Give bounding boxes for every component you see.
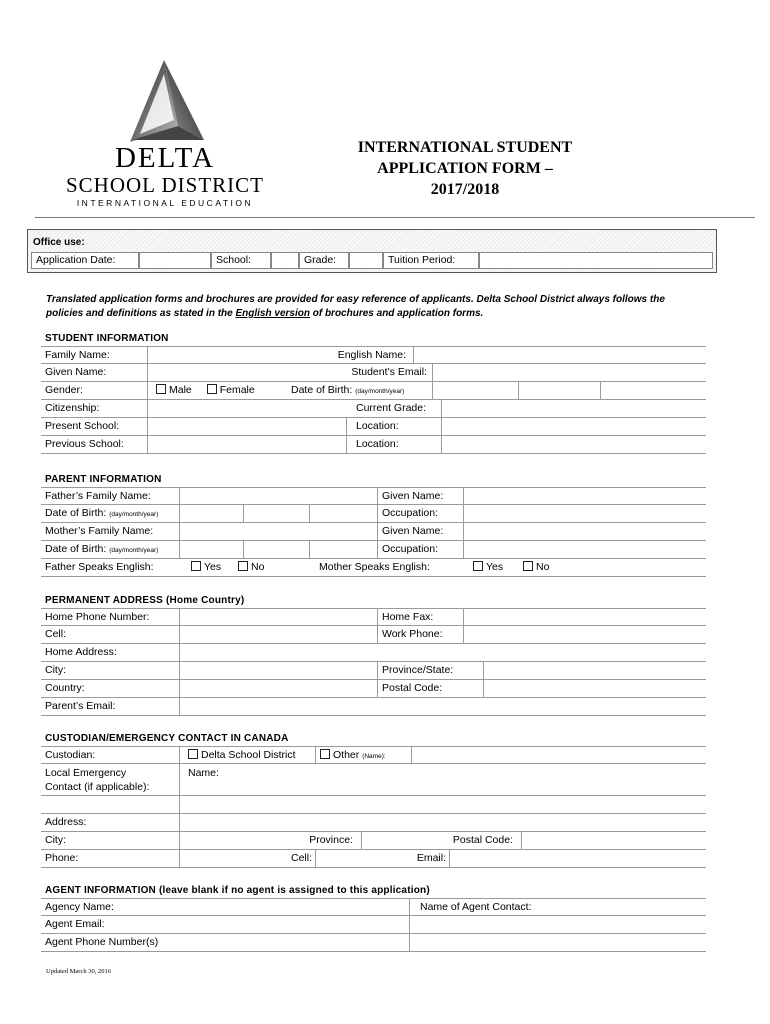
postal-code-label: Postal Code: [377, 680, 481, 697]
checkbox-female[interactable] [207, 384, 255, 396]
mothers-family-name-label: Mother’s Family Name: [45, 525, 154, 537]
dob-text: Date of Birth: [45, 543, 107, 555]
present-school-label: Present School: [45, 420, 120, 432]
form-row [41, 934, 706, 952]
form-row [41, 916, 706, 934]
form-row [41, 505, 706, 523]
father-yes-checkbox[interactable] [187, 559, 231, 576]
header-divider [35, 217, 755, 218]
dob-month-field[interactable] [518, 382, 600, 399]
country-label: Country: [45, 682, 85, 694]
previous-school-field[interactable] [147, 436, 347, 453]
phone-field[interactable] [179, 850, 275, 867]
province-state-field[interactable] [483, 662, 706, 679]
dob-year-field[interactable] [600, 382, 706, 399]
work-phone-label: Work Phone: [377, 626, 461, 643]
yes-label: Yes [204, 561, 222, 573]
form-row [41, 796, 706, 814]
dob-hint: (day/month/year) [355, 388, 405, 395]
application-date-label: Application Date: [31, 252, 139, 269]
delta-triangle-icon [128, 60, 204, 142]
grade-field[interactable] [349, 252, 383, 269]
form-row [41, 608, 706, 626]
dob-text: Date of Birth: [45, 507, 107, 519]
family-name-field[interactable] [147, 347, 321, 363]
section-heading: AGENT INFORMATION (leave blank if no agent is assigned to this application) [45, 885, 430, 896]
section-heading: CUSTODIAN/EMERGENCY CONTACT IN CANADA [45, 733, 289, 744]
parent-information-section [41, 473, 706, 577]
fathers-dob-day-field[interactable] [179, 505, 243, 522]
given-name-label: Given Name: [45, 366, 107, 378]
students-email-label: Student’s Email: [351, 366, 427, 378]
occupation-label: Occupation: [377, 505, 461, 522]
checkbox-icon [523, 561, 533, 571]
city-field[interactable] [179, 662, 377, 679]
mothers-occupation-field[interactable] [463, 541, 706, 558]
no-label: No [251, 561, 265, 573]
label-line: Contact (if applicable): [45, 781, 150, 793]
mothers-family-name-field[interactable] [179, 523, 377, 540]
students-email-field[interactable] [432, 364, 706, 381]
citizenship-label: Citizenship: [45, 402, 100, 414]
parents-email-field[interactable] [179, 698, 706, 715]
mother-no-checkbox[interactable] [519, 559, 559, 576]
home-phone-field[interactable] [179, 609, 377, 625]
checkbox-icon [320, 749, 330, 759]
checkbox-icon [238, 561, 248, 571]
address-field[interactable] [179, 814, 706, 831]
fathers-family-name-field[interactable] [179, 488, 377, 504]
form-row [41, 662, 706, 680]
father-no-checkbox[interactable] [234, 559, 274, 576]
given-name-label: Given Name: [377, 488, 461, 504]
office-use-row [31, 252, 713, 269]
custodian-section [41, 732, 706, 868]
dob-day-field[interactable] [432, 382, 518, 399]
location-label: Location: [356, 420, 399, 432]
agent-phone-extra-field[interactable] [409, 934, 702, 951]
title-line: 2017/2018 [430, 181, 500, 198]
checkbox-icon [207, 384, 217, 394]
mother-speaks-english-label: Mother Speaks English: [319, 561, 430, 573]
yes-label: Yes [486, 561, 504, 573]
mothers-dob-month-field[interactable] [243, 541, 309, 558]
mother-yes-checkbox[interactable] [469, 559, 513, 576]
agency-name-field[interactable] [41, 899, 407, 915]
form-row [41, 382, 706, 400]
form-row [41, 698, 706, 716]
male-label: Male [169, 384, 192, 396]
agency-name-label: Agency Name: [45, 901, 114, 913]
other-checkbox[interactable] [315, 747, 411, 763]
permanent-address-section [41, 594, 706, 716]
form-title [330, 137, 600, 200]
section-heading: PERMANENT ADDRESS (Home Country) [45, 595, 245, 606]
form-row [41, 418, 706, 436]
home-phone-label: Home Phone Number: [45, 611, 150, 623]
agent-phone-field[interactable] [41, 934, 407, 951]
checkbox-male[interactable] [156, 384, 192, 396]
mothers-given-name-field[interactable] [463, 523, 706, 540]
logo-tagline: INTERNATIONAL EDUCATION [76, 198, 254, 208]
intro-note [46, 293, 696, 321]
father-speaks-english-label: Father Speaks English: [45, 561, 154, 573]
parents-email-label: Parent’s Email: [45, 700, 116, 712]
logo-subtitle: SCHOOL DISTRICT [66, 173, 264, 197]
current-grade-label: Current Grade: [356, 402, 427, 414]
section-heading: STUDENT INFORMATION [45, 333, 169, 344]
country-field[interactable] [179, 680, 377, 697]
cell-field[interactable] [179, 626, 377, 643]
agent-contact-label: Name of Agent Contact: [420, 901, 532, 913]
checkbox-icon [191, 561, 201, 571]
mothers-dob-day-field[interactable] [179, 541, 243, 558]
application-date-field[interactable] [139, 252, 211, 269]
home-fax-field[interactable] [463, 609, 706, 625]
form-row [41, 541, 706, 559]
occupation-label: Occupation: [377, 541, 461, 558]
other-name-field[interactable] [411, 747, 706, 763]
current-grade-field[interactable] [441, 400, 706, 417]
home-fax-label: Home Fax: [377, 609, 461, 625]
email-label: Email: [416, 852, 446, 864]
fathers-dob-label [41, 505, 179, 522]
english-version-link[interactable]: English version [235, 308, 310, 319]
form-row [41, 523, 706, 541]
form-row [41, 346, 706, 364]
location-field[interactable] [441, 418, 706, 435]
fathers-dob-month-field[interactable] [243, 505, 309, 522]
province-label: Province: [309, 834, 353, 846]
school-label: School: [211, 252, 271, 269]
no-label: No [536, 561, 550, 573]
title-line: APPLICATION FORM – [377, 160, 553, 177]
section-heading: PARENT INFORMATION [45, 474, 162, 485]
fathers-given-name-field[interactable] [463, 488, 706, 504]
agent-email-label: Agent Email: [45, 918, 105, 930]
dob-hint: (day/month/year) [109, 547, 159, 554]
form-row [41, 746, 706, 764]
work-phone-field[interactable] [463, 626, 706, 643]
home-address-field[interactable] [179, 644, 706, 661]
city-label: City: [45, 834, 66, 846]
office-use-label: Office use: [33, 237, 85, 248]
form-row [41, 644, 706, 662]
form-row [41, 680, 706, 698]
other-hint: (Name): [362, 753, 386, 760]
mothers-dob-label [41, 541, 179, 558]
form-row [41, 487, 706, 505]
postal-code-field[interactable] [483, 680, 706, 697]
form-row [41, 764, 706, 796]
local-emergency-label [41, 764, 179, 795]
address-label: Address: [45, 816, 87, 828]
dob-text: Date of Birth: [291, 384, 353, 396]
province-state-label: Province/State: [377, 662, 481, 679]
cell-label: Cell: [45, 628, 67, 640]
checkbox-icon [473, 561, 483, 571]
female-label: Female [219, 384, 255, 396]
city-field[interactable] [179, 832, 291, 849]
present-school-field[interactable] [147, 418, 347, 435]
intro-text-end: of brochures and application forms. [309, 308, 484, 319]
agent-phone-label: Agent Phone Number(s) [45, 936, 159, 948]
delta-checkbox[interactable] [179, 747, 315, 763]
blank-label [41, 796, 179, 813]
dob-label [287, 382, 427, 399]
emergency-name-field[interactable] [179, 764, 706, 795]
family-name-label: Family Name: [45, 349, 110, 361]
agent-contact-field[interactable] [409, 899, 702, 915]
given-name-field[interactable] [147, 364, 347, 381]
updated-note: Updated March 30, 2016 [46, 968, 111, 975]
custodian-label: Custodian: [45, 749, 96, 761]
checkbox-icon [188, 749, 198, 759]
email-field[interactable] [449, 850, 706, 867]
emergency-extra-field[interactable] [179, 796, 706, 813]
intro-text: Translated application forms and brochures are provided for easy reference of applicants. Delta School District always follows the policies and definitions as stated in the [46, 294, 665, 319]
form-row [41, 832, 706, 850]
city-label: City: [45, 664, 66, 676]
form-row [41, 898, 706, 916]
other-label: Other [333, 749, 360, 761]
grade-label: Grade: [299, 252, 349, 269]
agent-information-section [41, 884, 706, 952]
cell-field[interactable] [315, 850, 401, 867]
student-information-section [41, 332, 706, 454]
form-row [41, 850, 706, 868]
dob-hint: (day/month/year) [109, 511, 159, 518]
tuition-period-field[interactable] [479, 252, 713, 269]
form-row [41, 626, 706, 644]
form-row [41, 364, 706, 382]
home-address-label: Home Address: [45, 646, 117, 658]
name-label: Name: [188, 767, 219, 779]
postal-code-label: Postal Code: [452, 834, 513, 846]
gender-label: Gender: [45, 384, 83, 396]
mothers-dob-year-field[interactable] [309, 541, 377, 558]
phone-label: Phone: [45, 852, 79, 864]
tuition-period-label: Tuition Period: [383, 252, 479, 269]
cell-label: Cell: [290, 852, 312, 864]
office-use-box [27, 229, 717, 273]
form-row [41, 559, 706, 577]
english-name-field[interactable] [413, 347, 706, 363]
form-row [41, 436, 706, 454]
label-line: Local Emergency [45, 767, 127, 779]
school-field[interactable] [271, 252, 299, 269]
fathers-family-name-label: Father’s Family Name: [45, 490, 151, 502]
fathers-dob-year-field[interactable] [309, 505, 377, 522]
previous-school-label: Previous School: [45, 438, 124, 450]
district-logo [50, 56, 280, 208]
citizenship-field[interactable] [147, 400, 347, 417]
given-name-label: Given Name: [377, 523, 461, 540]
agent-email-field[interactable] [41, 916, 407, 933]
form-row [41, 814, 706, 832]
title-line: INTERNATIONAL STUDENT [357, 139, 573, 156]
logo-wordmark: DELTA [114, 142, 216, 174]
postal-code-field[interactable] [521, 832, 706, 849]
delta-label: Delta School District [201, 749, 296, 761]
location-label: Location: [356, 438, 399, 450]
form-row [41, 400, 706, 418]
english-name-label: English Name: [337, 349, 406, 361]
gender-options [147, 382, 283, 399]
checkbox-icon [156, 384, 166, 394]
fathers-occupation-field[interactable] [463, 505, 706, 522]
location-field[interactable] [441, 436, 706, 453]
province-field[interactable] [361, 832, 437, 849]
agent-email-extra-field[interactable] [409, 916, 702, 933]
